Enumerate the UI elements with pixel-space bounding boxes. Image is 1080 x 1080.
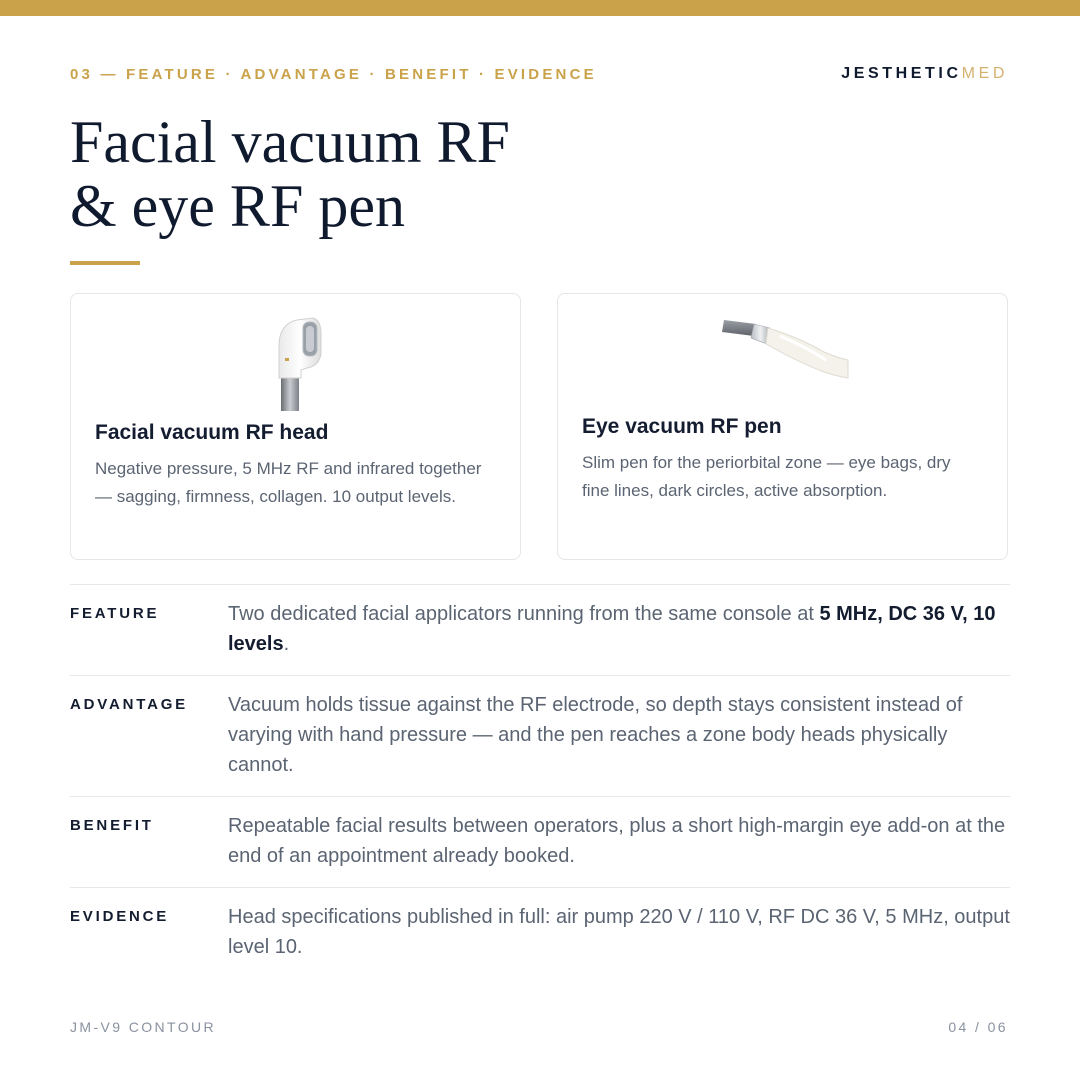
fabe-text-highlight: 5 MHz, DC 36 V, 10 levels [228,603,996,655]
section-eyebrow: 03 — FEATURE · ADVANTAGE · BENEFIT · EVIDENCE [70,66,597,83]
fabe-text [228,599,1010,659]
fabe-text-part: Two dedicated facial applicators running from the same console at [228,603,820,625]
footer-product-name: JM-V9 CONTOUR [70,1019,217,1035]
product-card-facial-head [70,293,521,560]
title-underline [70,261,140,265]
fabe-label: BENEFIT [70,817,154,834]
fabe-text: Vacuum holds tissue against the RF electrode, so depth stays consistent instead of varying with hand pressure — and the pen reaches a zone body heads physically cannot. [228,694,963,776]
fabe-label: ADVANTAGE [70,696,188,713]
fabe-text: Repeatable facial results between operators, plus a short high-margin eye add-on at the end of an appointment already booked. [228,815,1006,867]
fabe-row-evidence [70,887,1010,958]
page-title-line-1: Facial vacuum RF [70,109,510,175]
fabe-text-part: . [283,633,290,655]
top-accent-bar [0,0,1080,16]
card-description: Negative pressure, 5 MHz RF and infrared together — sagging, firmness, collagen. 10 output levels. [95,459,482,506]
fabe-row-benefit [70,796,1010,867]
card-description: Slim pen for the periorbital zone — eye bags, dry fine lines, dark circles, active absorption. [582,453,951,500]
fabe-text: Head specifications published in full: air pump 220 V / 110 V, RF DC 36 V, 5 MHz, output level 10. [228,906,1010,958]
brand-name-primary: JESTHETIC [841,65,962,82]
card-title: Eye vacuum RF pen [582,415,782,438]
fabe-row-advantage [70,675,1010,776]
fabe-label: FEATURE [70,605,160,622]
page-title [70,110,770,238]
brand-logo [841,65,1008,83]
facial-vacuum-rf-head-image [267,316,327,411]
fabe-row-feature [70,584,1010,655]
footer-page-number: 04 / 06 [948,1019,1008,1035]
brand-name-secondary: MED [961,65,1008,82]
fabe-label: EVIDENCE [70,908,170,925]
page-title-line-2: & eye RF pen [70,173,405,239]
eye-vacuum-rf-pen-image [720,316,850,382]
card-title: Facial vacuum RF head [95,421,329,444]
product-card-eye-pen [557,293,1008,560]
